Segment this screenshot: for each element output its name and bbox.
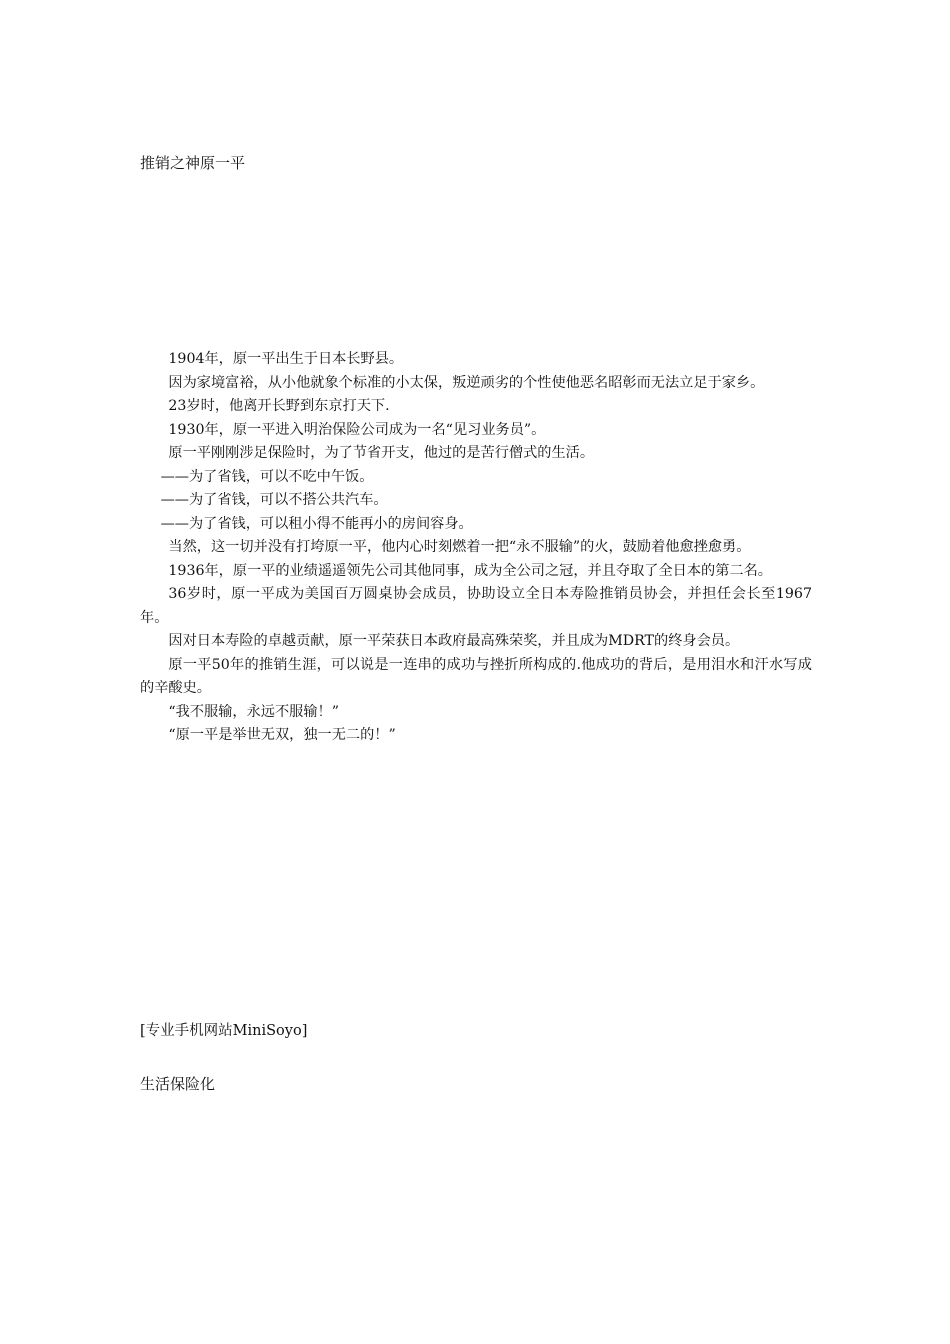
next-section-title: 生活保险化 bbox=[140, 1075, 216, 1093]
paragraph: 1936年，原一平的业绩遥遥领先公司其他同事，成为全公司之冠，并且夺取了全日本的第二名。 bbox=[168, 562, 772, 579]
paragraph: 36岁时，原一平成为美国百万圆桌协会成员，协助设立全日本寿险推销员协会，并担任会长至1967年。 bbox=[140, 586, 812, 626]
paragraph: 原一平刚刚涉足保险时，为了节省开支，他过的是苦行僧式的生活。 bbox=[168, 445, 595, 461]
article-body bbox=[140, 348, 812, 748]
footer-site-link[interactable]: [专业手机网站MiniSoyo] bbox=[140, 1023, 308, 1039]
paragraph: 因为家境富裕，从小他就象个标准的小太保，叛逆顽劣的个性使他恶名昭彰而无法立足于家乡。 bbox=[168, 374, 765, 391]
paragraph: 原一平50年的推销生涯，可以说是一连串的成功与挫折所构成的.他成功的背后，是用泪水和汗水写成的辛酸史。 bbox=[140, 656, 812, 696]
paragraph: 因对日本寿险的卓越贡献，原一平荣获日本政府最高殊荣奖，并且成为MDRT的终身会员。 bbox=[168, 633, 740, 649]
quote-paragraph: “原一平是举世无双，独一无二的！” bbox=[168, 727, 396, 743]
quote-paragraph: “我不服输，永远不服输！” bbox=[168, 703, 339, 720]
paragraph: 1904年，原一平出生于日本长野县。 bbox=[168, 351, 404, 367]
dash-paragraph: ——为了省钱，可以不搭公共汽车。 bbox=[160, 492, 388, 508]
dash-paragraph: ——为了省钱，可以不吃中午饭。 bbox=[160, 468, 374, 485]
document-title: 推销之神原一平 bbox=[140, 154, 246, 172]
paragraph: 当然，这一切并没有打垮原一平，他内心时刻燃着一把“永不服输”的火，鼓励着他愈挫愈勇。 bbox=[168, 539, 751, 555]
paragraph: 23岁时，他离开长野到东京打天下. bbox=[168, 398, 390, 414]
paragraph: 1930年，原一平进入明治保险公司成为一名“见习业务员”。 bbox=[168, 421, 546, 438]
dash-paragraph: ——为了省钱，可以租小得不能再小的房间容身。 bbox=[160, 515, 473, 532]
